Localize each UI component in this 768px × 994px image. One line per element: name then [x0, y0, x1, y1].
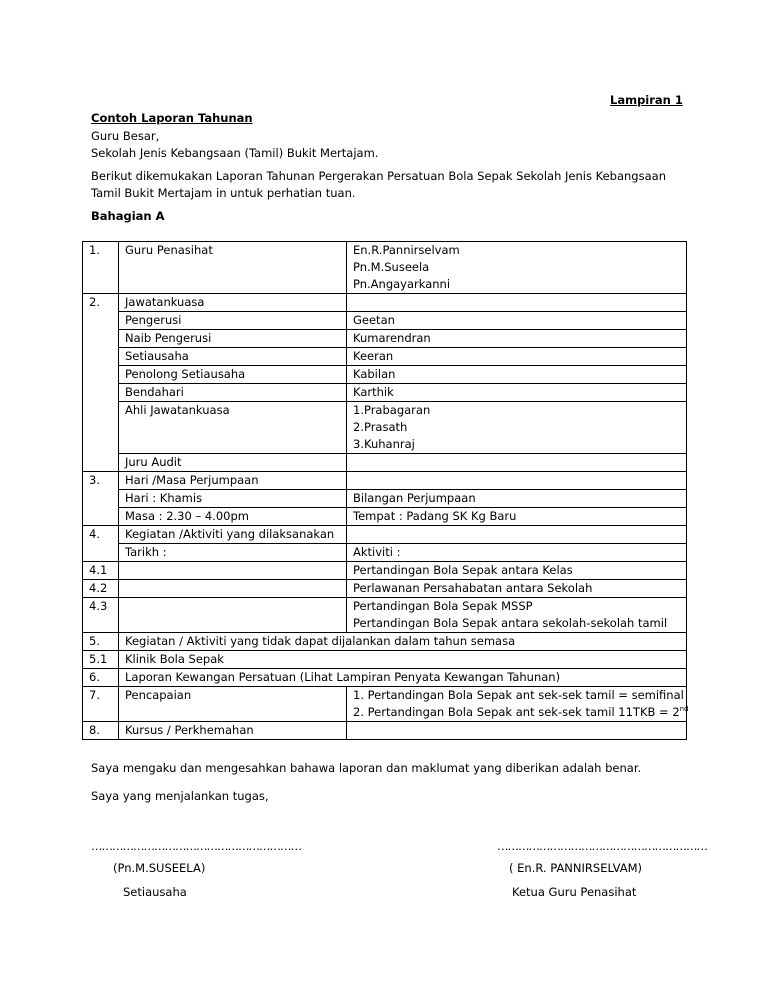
advisor-list: [347, 242, 687, 294]
signature-line-left: ……………………………………………………: [91, 839, 301, 853]
empty-cell: [83, 312, 119, 330]
signature-line-right: ……………………………………………………: [497, 839, 707, 853]
recipient-line-1: Guru Besar,: [91, 129, 160, 143]
committee-role: Setiausaha: [119, 348, 347, 366]
table-row: [83, 651, 687, 669]
table-row: [83, 330, 687, 348]
committee-role: Bendahari: [119, 384, 347, 402]
activity-item-line: Pertandingan Bola Sepak MSSP: [353, 599, 533, 613]
row-number: 7.: [83, 687, 119, 722]
empty-cell: [347, 526, 687, 544]
row-number: 4.2: [83, 580, 119, 598]
empty-cell: [347, 472, 687, 490]
meeting-day: Hari : Khamis: [119, 490, 347, 508]
meeting-time: Masa : 2.30 – 4.00pm: [119, 508, 347, 526]
row-label: Pencapaian: [119, 687, 347, 722]
table-row: [83, 562, 687, 580]
committee-name: Geetan: [347, 312, 687, 330]
empty-cell: [119, 580, 347, 598]
achievement-text: 2. Pertandingan Bola Sepak ant sek-sek tamil 11TKB = 2: [353, 705, 680, 719]
table-row: [83, 508, 687, 526]
committee-name: Kabilan: [347, 366, 687, 384]
row-label: Kegiatan / Aktiviti yang tidak dapat dijalankan dalam tahun semasa: [119, 633, 687, 651]
advisor-name: En.R.Pannirselvam: [353, 243, 460, 257]
empty-cell: [83, 544, 119, 562]
row-number: 4.1: [83, 562, 119, 580]
achievement-item: 1. Pertandingan Bola Sepak ant sek-sek tamil = semifinal: [353, 688, 684, 702]
row-number: 1.: [83, 242, 119, 294]
row-label: Kursus / Perkhemahan: [119, 722, 347, 740]
activity-header: Aktiviti :: [347, 544, 687, 562]
empty-cell: [119, 562, 347, 580]
table-row: [83, 722, 687, 740]
activity-item-line: Pertandingan Bola Sepak antara sekolah-sekolah tamil: [353, 616, 668, 630]
document-title: Contoh Laporan Tahunan: [91, 111, 253, 125]
row-number: 5.: [83, 633, 119, 651]
empty-cell: [83, 454, 119, 472]
committee-member: 2.Prasath: [353, 420, 408, 434]
table-row: [83, 669, 687, 687]
committee-role: Juru Audit: [119, 454, 347, 472]
row-label: Laporan Kewangan Persatuan (Lihat Lampiran Penyata Kewangan Tahunan): [119, 669, 687, 687]
section-heading: Bahagian A: [91, 209, 165, 223]
row-number: 5.1: [83, 651, 119, 669]
table-row: [83, 526, 687, 544]
row-label: Klinik Bola Sepak: [119, 651, 687, 669]
table-row: [83, 402, 687, 454]
empty-cell: [83, 330, 119, 348]
committee-member: 1.Prabagaran: [353, 403, 431, 417]
empty-cell: [347, 454, 687, 472]
row-number: 6.: [83, 669, 119, 687]
signatory-name-left: (Pn.M.SUSEELA): [113, 861, 206, 875]
table-row: [83, 294, 687, 312]
duty-text: Saya yang menjalankan tugas,: [91, 789, 269, 803]
table-row: [83, 687, 687, 722]
empty-cell: [83, 384, 119, 402]
recipient-line-2: Sekolah Jenis Kebangsaan (Tamil) Bukit Mertajam.: [91, 146, 379, 160]
activity-item: Pertandingan Bola Sepak antara Kelas: [347, 562, 687, 580]
row-label: Jawatankuasa: [119, 294, 347, 312]
committee-role: Naib Pengerusi: [119, 330, 347, 348]
attachment-label: Lampiran 1: [610, 93, 683, 107]
table-row: [83, 348, 687, 366]
table-row: [83, 384, 687, 402]
signatory-name-right: ( En.R. PANNIRSELVAM): [509, 861, 643, 875]
empty-cell: [347, 722, 687, 740]
advisor-name: Pn.M.Suseela: [353, 260, 430, 274]
committee-role: Ahli Jawatankuasa: [119, 402, 347, 454]
signatory-role-left: Setiausaha: [123, 885, 187, 899]
table-row: [83, 312, 687, 330]
declaration-text: Saya mengaku dan mengesahkan bahawa laporan dan maklumat yang diberikan adalah benar.: [91, 761, 642, 775]
achievement-list: [347, 687, 687, 722]
meeting-place: Tempat : Padang SK Kg Baru: [347, 508, 687, 526]
row-number: 8.: [83, 722, 119, 740]
table-row: [83, 454, 687, 472]
empty-cell: [83, 402, 119, 454]
table-row: [83, 544, 687, 562]
empty-cell: [347, 294, 687, 312]
activity-item: [347, 598, 687, 633]
row-number: 4.3: [83, 598, 119, 633]
empty-cell: [83, 348, 119, 366]
table-row: [83, 580, 687, 598]
committee-role: Pengerusi: [119, 312, 347, 330]
row-label: Hari /Masa Perjumpaan: [119, 472, 347, 490]
committee-name: Keeran: [347, 348, 687, 366]
ordinal-suffix: nd: [679, 705, 689, 714]
report-table: [82, 241, 687, 740]
table-row: [83, 242, 687, 294]
table-row: [83, 490, 687, 508]
activity-date-header: Tarikh :: [119, 544, 347, 562]
table-row: [83, 633, 687, 651]
committee-member: 3.Kuhanraj: [353, 437, 415, 451]
intro-paragraph: [91, 168, 691, 202]
signatory-role-right: Ketua Guru Penasihat: [512, 885, 637, 899]
intro-line-2: Tamil Bukit Mertajam in untuk perhatian tuan.: [91, 186, 356, 200]
table-row: [83, 598, 687, 633]
committee-name: Karthik: [347, 384, 687, 402]
table-row: [83, 472, 687, 490]
row-number: 3.: [83, 472, 119, 490]
row-label: Kegiatan /Aktiviti yang dilaksanakan: [119, 526, 347, 544]
empty-cell: [83, 490, 119, 508]
achievement-item: [353, 704, 689, 721]
committee-member-list: [347, 402, 687, 454]
committee-name: Kumarendran: [347, 330, 687, 348]
row-number: 4.: [83, 526, 119, 544]
intro-line-1: Berikut dikemukakan Laporan Tahunan Pergerakan Persatuan Bola Sepak Sekolah Jenis Kebangsaan: [91, 169, 666, 183]
empty-cell: [83, 366, 119, 384]
table-row: [83, 366, 687, 384]
meeting-count: Bilangan Perjumpaan: [347, 490, 687, 508]
empty-cell: [119, 598, 347, 633]
advisor-name: Pn.Angayarkanni: [353, 277, 451, 291]
committee-role: Penolong Setiausaha: [119, 366, 347, 384]
row-label: Guru Penasihat: [119, 242, 347, 294]
row-number: 2.: [83, 294, 119, 312]
activity-item: Perlawanan Persahabatan antara Sekolah: [347, 580, 687, 598]
empty-cell: [83, 508, 119, 526]
